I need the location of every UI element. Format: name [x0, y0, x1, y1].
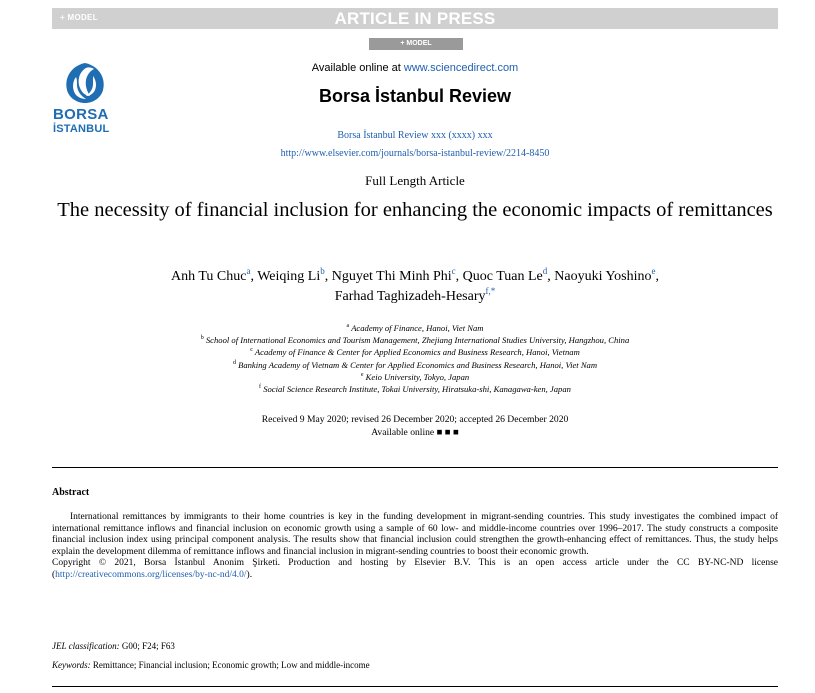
- author-name: Quoc Tuan Le: [462, 269, 543, 284]
- author-separator: ,: [455, 269, 463, 284]
- jel-classification: [52, 641, 778, 651]
- journal-url-link[interactable]: http://www.elsevier.com/journals/borsa-istanbul-review/2214-8450: [280, 148, 550, 159]
- affiliation-item: [40, 346, 790, 358]
- affiliation-text: School of International Economics and Tourism Management, Zhejiang International Studies University, Hangzhou, China: [205, 335, 630, 346]
- affiliation-marker: f: [259, 384, 262, 391]
- jel-value: G00; F24; F63: [119, 641, 175, 651]
- journal-reference-link[interactable]: Borsa İstanbul Review xxx (xxxx) xxx: [337, 130, 493, 141]
- author-separator: ,: [655, 269, 660, 284]
- logo-wordmark-line2: İSTANBUL: [53, 123, 110, 135]
- affiliation-marker: b: [200, 335, 204, 342]
- logo-wordmark-line1: BORSA: [53, 106, 109, 123]
- author-name: Naoyuki Yoshino: [554, 269, 652, 284]
- author-name: Nguyet Thi Minh Phi: [331, 269, 452, 284]
- affiliation-marker: e: [360, 371, 364, 378]
- borsa-istanbul-logo: [53, 60, 117, 140]
- divider-top: [52, 467, 778, 468]
- author-affiliation-link[interactable]: d: [542, 266, 548, 276]
- affiliation-marker: c: [250, 347, 253, 354]
- affiliation-item: [40, 322, 790, 334]
- author-name: Farhad Taghizadeh-Hesary: [334, 289, 486, 304]
- author-affiliation-link[interactable]: f,*: [485, 286, 496, 296]
- available-prefix: Available online at: [311, 62, 404, 74]
- keywords-label: Keywords:: [52, 660, 91, 670]
- author-separator: ,: [250, 269, 258, 284]
- author-name: Weiqing Li: [257, 269, 321, 284]
- author-affiliation-link[interactable]: e: [651, 266, 656, 276]
- author-name: Anh Tu Chuc: [170, 269, 247, 284]
- copyright-text: Copyright © 2021, Borsa İstanbul Anonim Şirketi. Production and hosting by Elsevier B.V. This is an open access article under the CC BY-NC-ND license (: [52, 558, 778, 580]
- license-link[interactable]: http://creativecommons.org/licenses/by-nc-nd/4.0/: [55, 569, 247, 580]
- author-list: [40, 267, 790, 307]
- affiliation-text: Banking Academy of Vietnam & Center for Applied Economics and Business Research, Hanoi, Viet Nam: [238, 359, 598, 370]
- affiliation-marker: a: [346, 323, 350, 329]
- model-badge: + MODEL: [369, 38, 463, 50]
- available-online-date: Available online ■ ■ ■: [371, 426, 459, 438]
- paper-title: The necessity of financial inclusion for enhancing the economic impacts of remittances: [57, 199, 773, 221]
- affiliation-list: [40, 322, 790, 395]
- sciencedirect-link[interactable]: www.sciencedirect.com: [403, 62, 519, 74]
- affiliation-text: Academy of Finance, Hanoi, Viet Nam: [351, 323, 484, 333]
- article-in-press-label: ARTICLE IN PRESS: [334, 9, 496, 28]
- affiliation-text: Social Science Research Institute, Tokai University, Hiratsuka-shi, Kanagawa-ken, Japan: [263, 384, 571, 395]
- article-in-press-bar: [52, 8, 778, 29]
- affiliation-item: [40, 359, 790, 371]
- available-online-line: [200, 62, 630, 74]
- tulip-logo-icon: [53, 60, 117, 106]
- affiliation-text: Keio University, Tokyo, Japan: [365, 371, 470, 382]
- affiliation-item: [40, 371, 790, 383]
- author-affiliation-link[interactable]: a: [246, 266, 251, 276]
- abstract-heading: Abstract: [52, 487, 90, 498]
- article-dates: [40, 414, 790, 439]
- author-affiliation-link[interactable]: c: [451, 266, 456, 276]
- jel-label: JEL classification:: [52, 641, 120, 651]
- affiliation-item: [40, 383, 790, 395]
- article-type: Full Length Article: [365, 173, 465, 188]
- abstract-text: International remittances by immigrants to their home countries is key in the funding development in migrant-sending countries. This study investigates the combined impact of international remittance inflows and financial inclusion on economic growth using a sample of 60 low- and middle-income countries over 1996–2017. The study constructs a composite financial inclusion index using principal component analysis. The results show that financial inclusion could strengthen the growth-enhancing effect of remittances. Thus, the study helps explain the development dilemma of remittance inflows and financial inclusion in migrant-sending countries to boost their economic growth.: [52, 512, 778, 557]
- affiliation-item: [40, 334, 790, 346]
- keywords: [52, 660, 778, 670]
- author-separator: ,: [324, 269, 332, 284]
- divider-bottom: [52, 686, 778, 687]
- affiliation-text: Academy of Finance & Center for Applied Economics and Business Research, Hanoi, Vietnam: [254, 347, 580, 358]
- copyright-notice: [52, 558, 778, 581]
- journal-title: Borsa İstanbul Review: [318, 86, 512, 106]
- affiliation-marker: d: [232, 359, 236, 366]
- copyright-end: ).: [246, 569, 253, 580]
- model-label: + MODEL: [60, 13, 98, 22]
- keywords-value: Remittance; Financial inclusion; Economic growth; Low and middle-income: [90, 660, 370, 670]
- author-separator: ,: [547, 269, 555, 284]
- abstract-body: [52, 512, 778, 582]
- author-affiliation-link[interactable]: b: [320, 266, 325, 276]
- received-dates: Received 9 May 2020; revised 26 December 2020; accepted 26 December 2020: [261, 414, 569, 425]
